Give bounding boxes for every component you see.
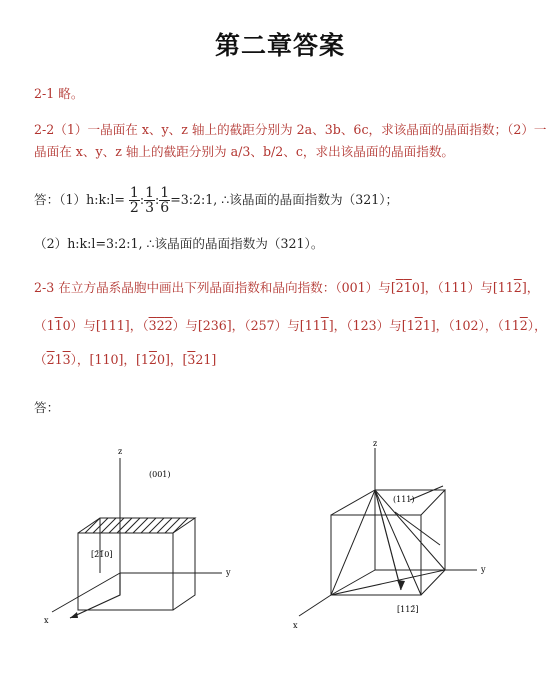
fraction-1-3: $\frac{1}{3}$ [145,185,155,216]
x-axis [52,573,120,612]
cube-top-edges [331,490,445,515]
cube-right-edges [421,490,445,595]
cube-hidden-edge-depth [331,570,375,595]
label-x-axis: x [44,616,49,625]
cube-front-face [78,533,173,610]
question-2-2-line1: 2-2（1）一晶面在 x、y、z 轴上的截距分别为 2a、3b、6c，求该晶面的晶面指数；（2）一 [34,122,547,137]
question-2-2-line2: 晶面在 x、y、z 轴上的截距分别为 a/3、b/2、c，求出该晶面的晶面指数。 [34,144,455,159]
question-2-3-line2: （110）与[111]，（322）与[236]，（257）与[111]，（123）与[121]，（102），（112）， [34,318,547,333]
question-2-1: 2-1 略。 [34,86,84,101]
answer-2-2-line1: 答：（1）h:k:l= $\frac{1}{2}$ : $\frac{1}{3}$ : $\frac{1}{6}$ =3:2:1, ∴该晶面的晶面指数为（321）； [34,185,399,216]
answer-2-3-label: 答： [34,400,60,415]
label-direction-112: [112̄] [397,605,419,614]
label-plane-111: (111) [393,495,415,504]
direction-line [395,512,440,545]
page-title: 第二章答案 [214,31,345,60]
answer-2-2-line2: （2）h:k:l=3:2:1, ∴该晶面的晶面指数为（321）。 [34,236,324,251]
figure-111-plane [285,440,515,640]
label-direction-210: [2̄1̄0] [91,550,113,559]
question-2-3-line1: 2-3 在立方晶系晶胞中画出下列晶面指数和晶向指数：（001）与[210]，（111）与[112]， [34,280,540,295]
label-x-axis: x [293,621,298,630]
label-z-axis: z [118,447,123,456]
label-z-axis: z [373,440,378,448]
fraction-1-6: $\frac{1}{6}$ [160,185,170,216]
x-axis [299,595,331,616]
answer-suffix: =3:2:1, ∴该晶面的晶面指数为（321）； [170,192,399,207]
fraction-1-2: $\frac{1}{2}$ [129,185,139,216]
label-y-axis: y [226,568,231,577]
figure-001-plane [30,440,260,640]
label-y-axis: y [481,565,486,574]
label-plane-001: (001) [149,470,171,479]
answer-prefix: 答：（1）h:k:l= [34,192,125,207]
cube-right-edges [173,518,195,610]
question-2-3-line3: （213），[110]，[120]，[321] [34,352,217,367]
direction-arrowhead [70,612,78,618]
